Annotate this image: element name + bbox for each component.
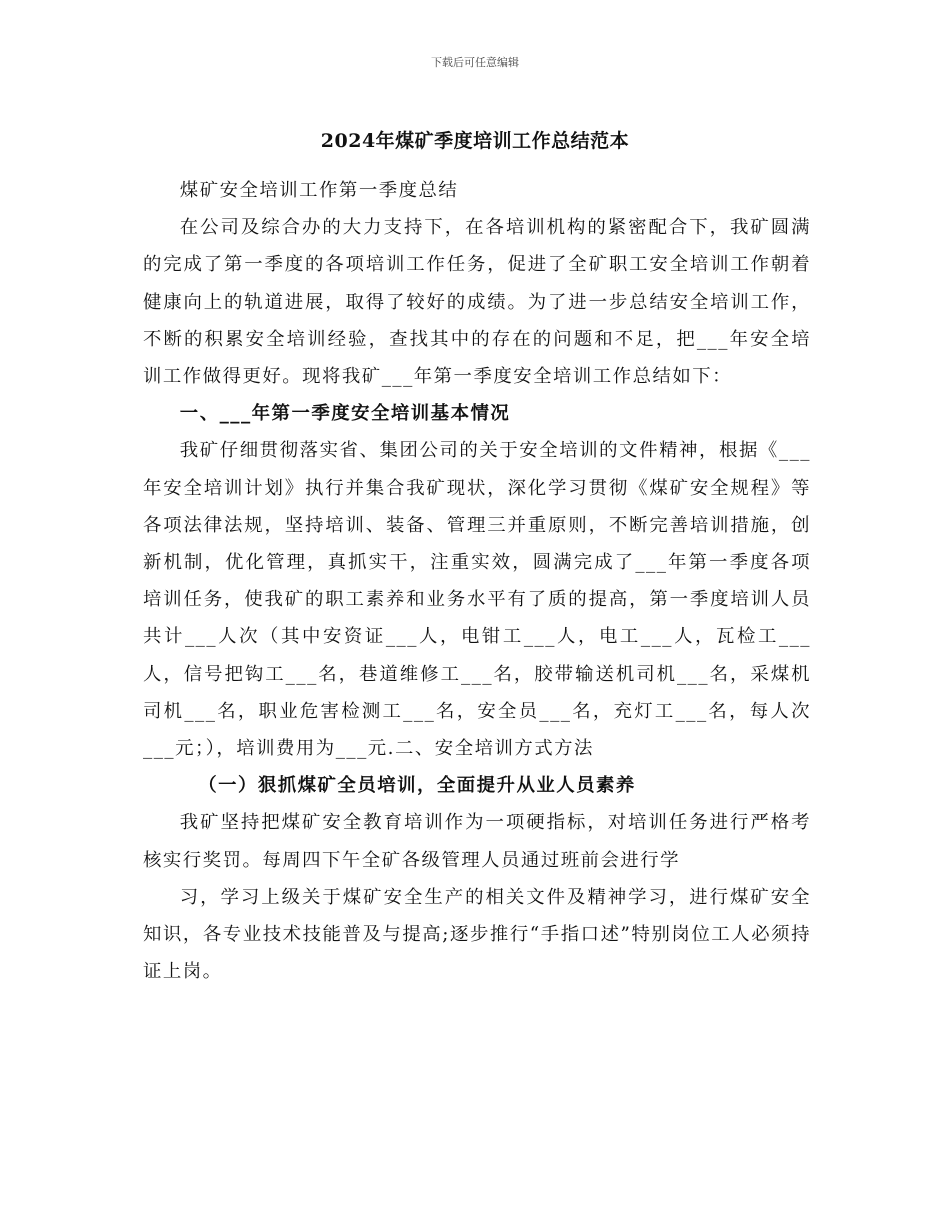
paragraph-basic-situation: 我矿仔细贯彻落实省、集团公司的关于安全培训的文件精神，根据《___年安全培训计划》执行并集合我矿现状，深化学习贯彻《煤矿安全规程》等各项法律法规，坚持培训、装备、管理三并重原则，不断完善培训措施，创新机制，优化管理，真抓实干，注重实效，圆满完成了___年第一季度各项培训任务，使我矿的职工素养和业务水平有了质的提高，第一季度培训人员共计___人次（其中安资证___人，电钳工___人，电工___人，瓦检工___人，信号把钩工___名，巷道维修工___名，胶带输送机司机___名，采煤机司机___名，职业危害检测工___名，安全员___名，充灯工___名，每人次___元；），培训费用为___元.二、安全培训方式方法: [143, 440, 811, 760]
paragraph-training-assessment: 我矿坚持把煤矿安全教育培训作为一项硬指标，对培训任务进行严格考核实行奖罚。每周四下午全矿各级管理人员通过班前会进行学: [143, 812, 811, 871]
section-subtitle: 煤矿安全培训工作第一季度总结: [179, 180, 459, 201]
heading-basic-situation: 一、___年第一季度安全培训基本情况: [179, 403, 511, 425]
paragraph-intro: 在公司及综合办的大力支持下，在各培训机构的紧密配合下，我矿圆满的完成了第一季度的各项培训工作任务，促进了全矿职工安全培训工作朝着健康向上的轨道进展，取得了较好的成绩。为了进一步总结安全培训工作，不断的积累安全培训经验，查找其中的存在的问题和不足，把___年安全培训工作做得更好。现将我矿___年第一季度安全培训工作总结如下：: [143, 217, 811, 388]
paragraph-training-content: 习，学习上级关于煤矿安全生产的相关文件及精神学习，进行煤矿安全知识，各专业技术技能普及与提高;逐步推行“手指口述”特别岗位工人必须持证上岗。: [143, 886, 811, 983]
heading-full-staff-training: （一）狠抓煤矿全员培训，全面提升从业人员素养: [198, 775, 636, 797]
header-note: 下载后可任意编辑: [431, 56, 519, 69]
document-title: 2024年煤矿季度培训工作总结范本: [320, 130, 630, 152]
document-body: [143, 172, 811, 990]
